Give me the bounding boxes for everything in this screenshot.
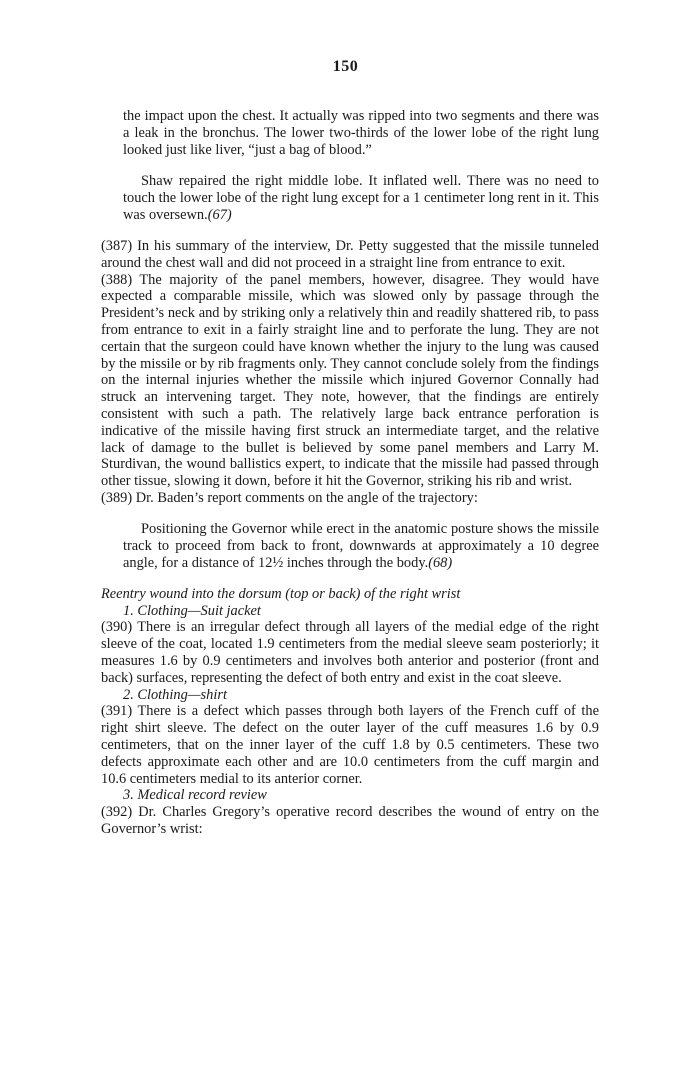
paragraph-391: (391) There is a defect which passes through both layers of the French cuff of the right shirt sleeve. The defect on the outer layer of the cuff measures 1.6 by 0.9 centimeters, that on the inner layer of the cuff 1.8 by 0.5 centimeters. These two defects approximate each other and are 10.0 centimeters from the cuff margin and 10.6 centimeters medial to its anterior corner. [101,703,599,787]
paragraph-392: (392) Dr. Charles Gregory’s operative record describes the wound of entry on the Governor’s wrist: [101,804,599,838]
quote-text: Shaw repaired the right middle lobe. It inflated well. There was no need to touch the lower lobe of the right lung except for a 1 centimeter long rent in it. This was oversewn. [123,173,599,223]
section-heading: Reentry wound into the dorsum (top or back) of the right wrist [101,585,461,602]
subsection-heading: 2. Clothing—shirt [123,686,227,703]
paragraph-388: (388) The majority of the panel members, however, disagree. They would have expected a comparable missile, which was slowed only by passage through the President’s neck and by striking only a relatively thin and readily shattered rib, to pass from entrance to exit in a fairly straight line and to perforate the lung. They are not certain that the surgeon could have known whether the injury to the lung was caused by the missile or by rib fragments only. They cannot conclude solely from the findings on the internal injuries whether the missile which injured Governor Connally had struck an intervening target. They note, however, that the findings are entirely consistent with such a path. The relatively large back entrance perforation is indicative of the missile having first struck an intermediate target, and the relative lack of damage to the bullet is believed by some panel members and Larry M. Sturdivan, the wound ballistics expert, to indicate that the missile had passed through other tissue, slowing it down, before it hit the Governor, striking his rib and wrist. [101,271,599,490]
paragraph-387: (387) In his summary of the interview, Dr. Petty suggested that the missile tunneled around the chest wall and did not proceed in a straight line from entrance to exit. [101,237,599,271]
quote-paragraph [123,173,599,223]
citation-ref: (67) [207,206,232,223]
page-body [101,94,599,838]
quote-paragraph [123,521,599,571]
quote-text: Positioning the Governor while erect in the anatomic posture shows the missile track to proceed from back to front, downwards at approximately a 10 degree angle, for a distance of 12½ inches through the body. [123,521,599,571]
subsection-heading: 1. Clothing—Suit jacket [123,602,261,619]
page-number: 150 [332,58,359,75]
paragraph-389: (389) Dr. Baden’s report comments on the angle of the trajectory: [101,489,478,506]
citation-ref: (68) [428,554,453,571]
block-quote-testimony [101,108,599,223]
block-quote-baden [101,521,599,571]
quote-paragraph: the impact upon the chest. It actually was ripped into two segments and there was a leak in the bronchus. The lower two-thirds of the lower lobe of the right lung looked just like liver, “just a bag of blood.” [123,108,599,158]
paragraph-390: (390) There is an irregular defect through all layers of the medial edge of the right sleeve of the coat, located 1.9 centimeters from the medial sleeve seam posteriorly; it measures 1.6 by 0.9 centimeters and involves both anterior and posterior (front and back) surfaces, representing the defect of both entry and exist in the coat sleeve. [101,619,599,686]
subsection-heading: 3. Medical record review [123,787,267,804]
